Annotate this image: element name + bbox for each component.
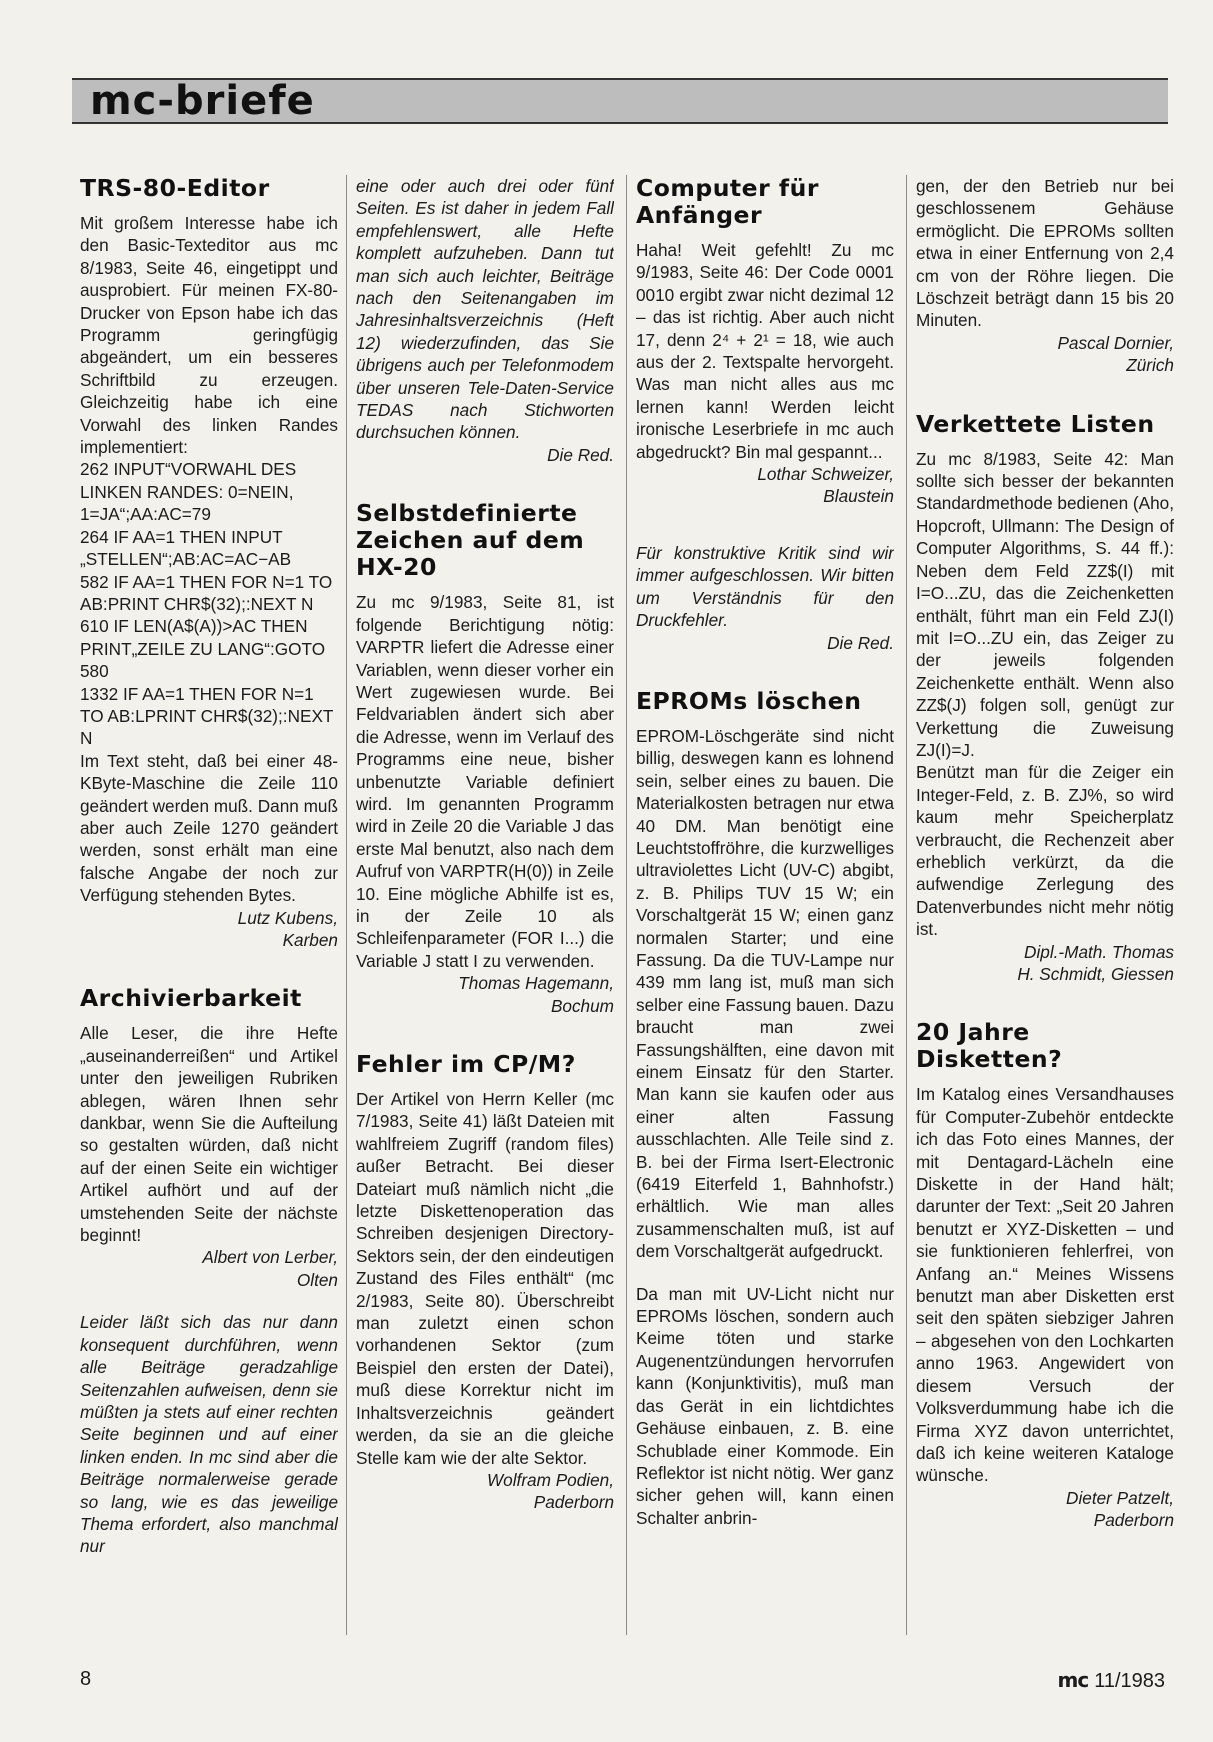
editor-reply: Leider läßt sich das nur dann konsequent durchführen, wenn alle Beiträge geradzahlige Seitenzahlen aufweisen, denn sie müßten ja stets auf einer rechten Seite beginnen und auf einer linken enden. In mc sind aber die Beiträge normalerweise gerade so lang, wie es das jeweilige Thema erfordert, also manchmal nur: [80, 1312, 338, 1557]
letter-author: Pascal Dornier,: [1057, 332, 1174, 353]
editor-reply: eine oder auch drei oder fünf Seiten. Es ist daher in jedem Fall empfehlenswert, alle Hefte komplett aufzuheben. Dann tut man sich auch leichter, Beiträge nach den Seitenangaben im Jahresinhaltsverzeichnis (Heft 12) wiederzufinden, das Sie übrigens auch per Telefonmodem über unseren Tele-Daten-Service TEDAS nach Stichworten durchsuchen können.: [356, 176, 614, 443]
letter-title: Fehler im CP/M?: [356, 1050, 576, 1078]
mc-logo: mc: [1057, 1668, 1089, 1692]
letter-author: Wolfram Podien,: [486, 1469, 614, 1490]
letter-author: Thomas Hagemann,: [458, 973, 614, 994]
letter-body: Haha! Weit gefehlt! Zu mc 9/1983, Seite 46: Der Code 0001 0010 ergibt zwar nicht dezimal 12 – das ist richtig. Aber auch nicht 17, denn 2⁴ + 2¹ = 18, wie auch aus der 2. Textspalte hervorgeht. Was man nicht alles aus mc lernen kann! Werden leicht ironische Leserbriefe in mc auch abgedruckt? Bin mal gespannt...: [636, 240, 894, 462]
letter-place: Olten: [296, 1269, 338, 1290]
letter-body: Zu mc 8/1983, Seite 42: Man sollte sich besser der bekannten Standardmethode bedienen (Aho, Hopcroft, Ullmann: The Design of Computer Algorithms, S. 44 ff.): Neben dem Feld ZZ$(I) mit I=O...ZU, das die Zeichenketten enthält, führt man ein Feld ZJ(I) mit I=O...ZU ein, das Zeiger zu der jeweils folgenden Zeichenkette enthält. Wenn also ZZ$(J) folgen soll, genügt zur Verkettung die Zuweisung ZJ(I)=J.: [916, 448, 1174, 760]
letter-body: Mit großem Interesse habe ich den Basic-Texteditor aus mc 8/1983, Seite 46, eingetippt und ausprobiert. Für meinen FX-80-Drucker von Epson habe ich das Programm geringfügig abgeändert, um ein besseres Schriftbild zu erzeugen. Gleichzeitig habe ich eine Vorwahl des linken Randes implementiert:: [80, 213, 338, 458]
letter-body: Zu mc 9/1983, Seite 81, ist folgende Berichtigung nötig: VARPTR liefert die Adresse einer Variablen, wenn dieser vorher ein Wert zugewiesen wurde. Bei Feldvariablen ändert sich aber die Adresse, wenn im Verlauf des Programms eine neue, bisher unbenutzte Variable definiert wird. Im genannten Programm wird in Zeile 20 die Variable J das erste Mal benutzt, also nach dem Aufruf von VARPTR(H(0)) in Zeile 10. Eine mögliche Abhilfe ist es, in der Zeile 10 als Schleifenparameter (FOR I...) die Variable J statt I zu verwenden.: [356, 592, 614, 971]
letter-place: Blaustein: [823, 486, 894, 507]
letter-place: Paderborn: [533, 1492, 614, 1513]
letter-title: Computer für Anfänger: [636, 175, 819, 229]
letter-title: Verkettete Listen: [916, 409, 1155, 438]
column-2: [356, 175, 614, 1645]
letter-title: Selbstdefinierte Zeichen auf dem HX-20: [356, 499, 585, 582]
section-header-bar: [72, 78, 1168, 124]
letter-title: TRS-80-Editor: [80, 175, 270, 202]
column-4: [916, 175, 1174, 1645]
editor-reply: Für konstruktive Kritik sind wir immer aufgeschlossen. Wir bitten um Verständnis für den Druckfehler.: [636, 542, 894, 631]
column-1: [80, 175, 338, 1645]
letter-place: Bochum: [550, 995, 614, 1016]
letter-author: Lutz Kubens,: [237, 907, 338, 928]
letter-title: 20 Jahre Disketten?: [916, 1018, 1063, 1074]
letter-author: Dieter Patzelt,: [1066, 1487, 1174, 1508]
letter-body: Alle Leser, die ihre Hefte „auseinanderreißen“ und Artikel unter den jeweiligen Rubriken ablegen, wären Ihnen sehr dankbar, wenn Sie die Aufteilung so gestalten würden, daß nicht auf der einen Seite ein wichtiger Artikel aufhört und auf der umstehenden Seite der nächste beginnt!: [80, 1023, 338, 1246]
letter-author: Lothar Schweizer,: [757, 464, 894, 485]
letter-place: Paderborn: [1093, 1510, 1174, 1531]
letter-body: Der Artikel von Herrn Keller (mc 7/1983, Seite 41) läßt Dateien mit wahlfreiem Zugriff (random files) außer Betracht. Bei dieser Dateiart muß nämlich nicht „die letzte Diskettenoperation das Schreiben desjenigen Directory-Sektors sein, der den eindeutigen Zustand des Files enthält“ (mc 2/1983, Seite 80). Überschreibt man zuletzt einen schon vorhandenen Sektor (zum Beispiel den ersten der Datei), muß diese Korrektur nicht im Inhaltsverzeichnis geändert werden, da sie an die gleiche Stelle kam wie der alte Sektor.: [356, 1089, 614, 1468]
code-listing: 262 INPUT“VORWAHL DES LINKEN RANDES: 0=NEIN, 1=JA“;AA:AC=79 264 IF AA=1 THEN INPUT „STELLEN“;AB:AC=AC−AB 582 IF AA=1 THEN FOR N=1 TO AB:PRINT CHR$(32);:NEXT N 610 IF LEN(A$(A))>AC THEN PRINT„ZEILE ZU LANG“:GOTO 580 1332 IF AA=1 THEN FOR N=1 TO AB:LPRINT CHR$(32);:NEXT N: [80, 459, 334, 749]
letter-place: Karben: [282, 930, 338, 950]
letter-author: Albert von Lerber,: [202, 1247, 338, 1268]
letter-place: Zürich: [1126, 355, 1174, 376]
editor-signature: Die Red.: [827, 632, 894, 653]
letter-body: EPROM-Löschgeräte sind nicht billig, deswegen kann es lohnend sein, selber eines zu bauen. Die Materialkosten betragen nur etwa 40 DM. Man benötigt eine Leuchtstoffröhre, die kurzwelliges ultraviolettes Licht (UV-C) abgibt, z. B. Philips TUV 15 W; ein Vorschaltgerät 15 W; einen ganz normalen Starter; und eine Fassung. Da die TUV-Lampe nur 439 mm lang ist, muß man sich selber eine Fassung bauen. Dazu braucht man zwei Fassungshälften, eine davon mit einem Einsatz für den Starter. Man kann sie kaufen oder aus einer alten Fassung ausschlachten. Alle Teile sind z. B. bei der Firma Isert-Electronic (6419 Eiterfeld 1, Bahnhofstr.) erhältlich. Wie man alles zusammenschalten muß, ist auf dem Vorschaltgerät aufgedruckt.: [636, 725, 894, 1262]
column-divider: [906, 175, 907, 1635]
column-divider: [626, 175, 627, 1635]
letter-body: Da man mit UV-Licht nicht nur EPROMs löschen, sondern auch Keime töten und starke Augenentzündungen hervorrufen kann (Konjunktivitis), muß man das Gerät in ein lichtdichtes Gehäuse einbauen, z. B. eine Schublade einer Kommode. Ein Reflektor ist nicht nötig. Wer ganz sicher gehen will, kann einen Schalter anbrin-: [636, 1283, 894, 1528]
footer-issue: [1057, 1668, 1165, 1693]
column-3: [636, 175, 894, 1645]
section-title: mc-briefe: [90, 78, 315, 124]
letter-body: Im Text steht, daß bei einer 48-KByte-Maschine die Zeile 110 geändert werden muß. Dann muß aber auch Zeile 1270 geändert werden, sonst erhält man eine falsche Angabe der noch zur Verfügung stehenden Bytes.: [80, 750, 338, 906]
editor-signature: Die Red.: [547, 444, 614, 465]
letter-body: gen, der den Betrieb nur bei geschlossenem Gehäuse ermöglicht. Die EPROMs sollten etwa in einer Entfernung von 2,4 cm von der Röhre liegen. Die Löschzeit beträgt dann 15 bis 20 Minuten.: [916, 176, 1174, 331]
letter-title: EPROMs löschen: [636, 686, 862, 715]
letter-body: Benützt man für die Zeiger ein Integer-Feld, z. B. ZJ%, so wird kaum mehr Speicherplatz verbraucht, die Rechenzeit aber erheblich verkürzt, da die aufwendige Zerlegung des Datenverbundes nicht mehr nötig ist.: [916, 762, 1174, 940]
letter-place: H. Schmidt, Giessen: [1017, 964, 1174, 984]
letter-author: Dipl.-Math. Thomas: [1024, 941, 1174, 962]
issue-label: 11/1983: [1094, 1670, 1165, 1692]
column-divider: [346, 175, 347, 1635]
letter-title: Archivierbarkeit: [80, 984, 302, 1013]
letter-body: Im Katalog eines Versandhauses für Computer-Zubehör entdeckte ich das Foto eines Mannes, der mit Dentagard-Lächeln eine Diskette in der Hand hält; darunter der Text: „Seit 20 Jahren benutzt er XYZ-Disketten – und sie funktionieren fehlerfrei, von Anfang an.“ Meines Wissens benutzt man aber Disketten erst seit den späten siebziger Jahren – abgesehen von den Lochkarten anno 1963. Angewidert von diesem Versuch der Volksverdummung habe ich die Firma XYZ davon unterrichtet, daß ich keine weiteren Kataloge wünsche.: [916, 1084, 1174, 1486]
page-number: 8: [80, 1668, 92, 1690]
